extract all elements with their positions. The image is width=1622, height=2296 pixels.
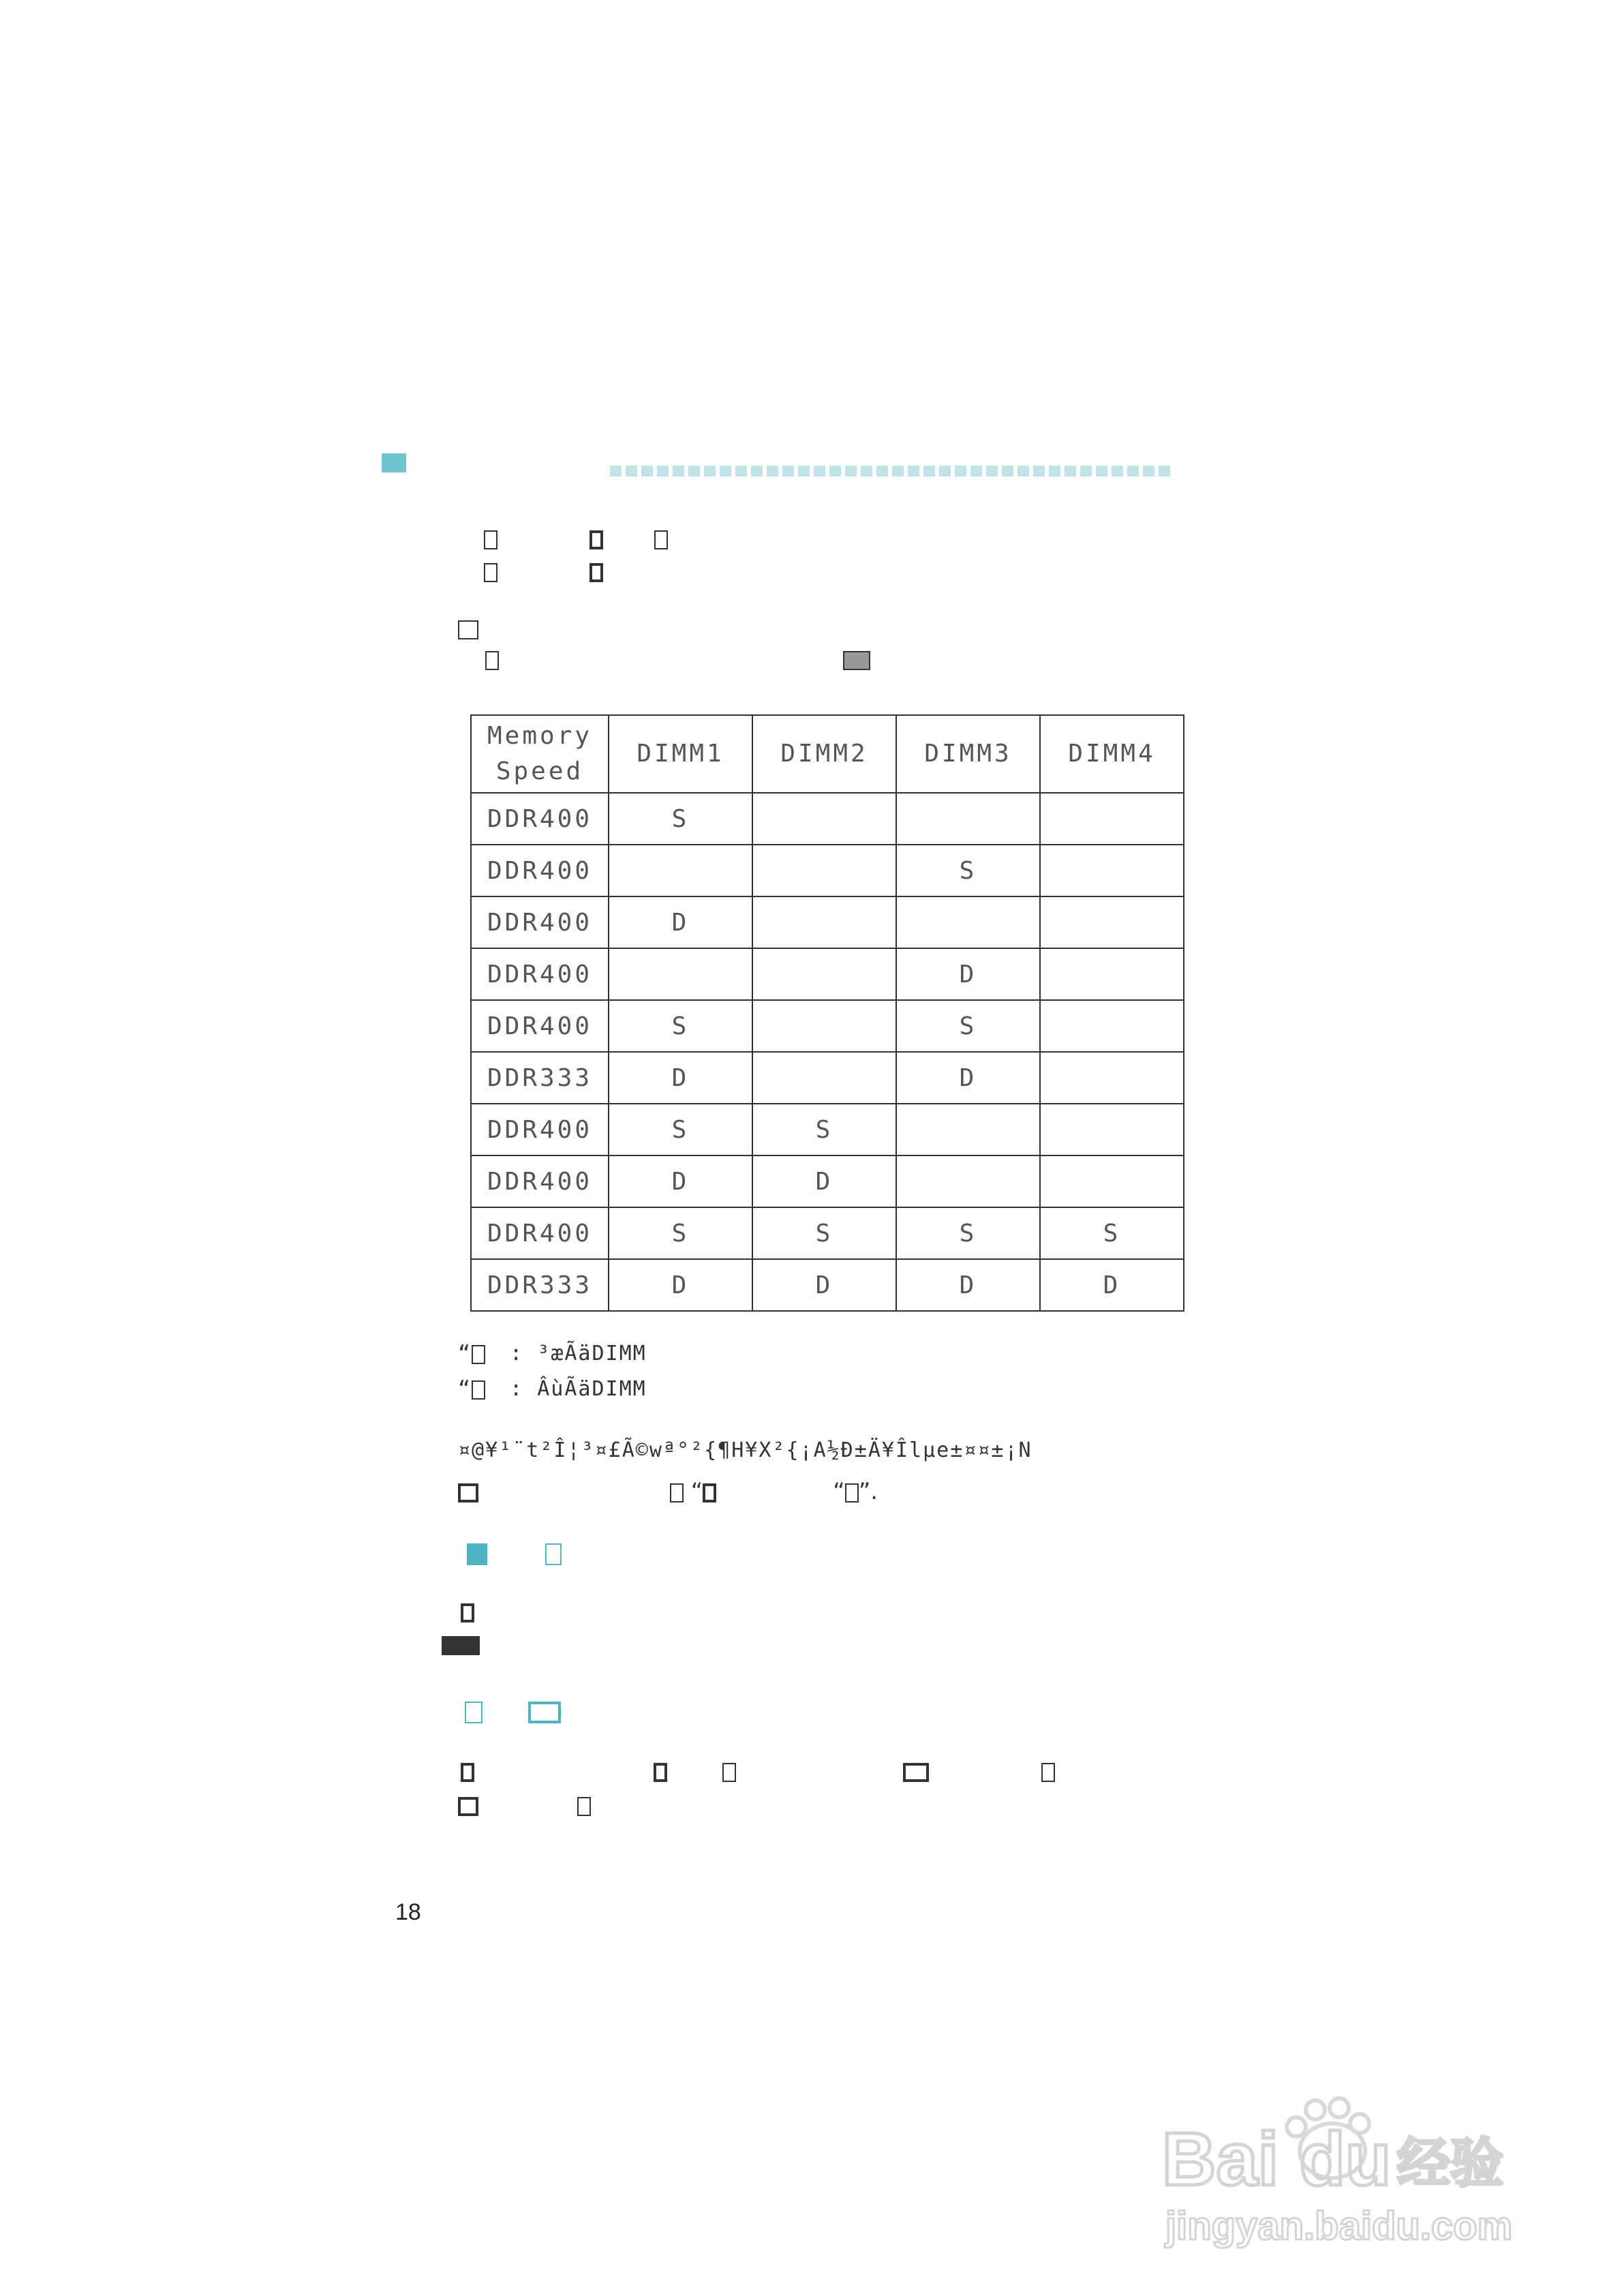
dimm-cell	[896, 1155, 1040, 1207]
header-dot	[610, 466, 622, 477]
header-dot	[923, 466, 935, 477]
memory-speed-cell: DDR400	[471, 1207, 609, 1259]
header-dotted-rule	[610, 466, 1170, 477]
quote-mark: “	[458, 1342, 472, 1365]
dimm-cell	[609, 845, 752, 896]
dimm-cell	[1040, 845, 1184, 896]
dimm-cell	[896, 793, 1040, 845]
dimm-cell: S	[896, 1000, 1040, 1052]
header-dot	[798, 466, 810, 477]
legend-double	[458, 1377, 647, 1401]
table-row	[471, 1207, 1184, 1259]
header-dot	[845, 466, 857, 477]
dimm-cell	[1040, 1000, 1184, 1052]
header-memory-speed: Memory Speed	[471, 715, 609, 793]
memory-speed-cell: DDR400	[471, 793, 609, 845]
glyph-box	[590, 530, 603, 549]
dimm-cell: S	[896, 1207, 1040, 1259]
glyph-box	[843, 651, 870, 670]
header-dot	[970, 466, 982, 477]
table-row	[471, 845, 1184, 896]
header-dimm2: DIMM2	[752, 715, 896, 793]
header-dot	[782, 466, 794, 477]
dimm-cell	[752, 845, 896, 896]
baidu-watermark	[1152, 2086, 1533, 2256]
dimm-cell: D	[609, 1052, 752, 1104]
glyph-box	[472, 1380, 485, 1400]
header-dot	[1096, 466, 1107, 477]
glyph-box	[485, 651, 499, 670]
table-row	[471, 793, 1184, 845]
header-dot	[688, 466, 700, 477]
glyph-box	[528, 1702, 561, 1723]
glyph-box	[458, 1797, 478, 1816]
header-dot	[1159, 466, 1170, 477]
header-dot	[767, 466, 778, 477]
note-line	[485, 651, 870, 670]
glyph-box	[442, 1636, 480, 1655]
glyph-box	[484, 530, 498, 549]
legend-single	[458, 1342, 647, 1365]
header-dot	[720, 466, 731, 477]
dimm-cell: D	[609, 1155, 752, 1207]
paragraph-line-2	[458, 1478, 878, 1505]
table-row	[471, 1155, 1184, 1207]
glyph-box	[1041, 1763, 1055, 1782]
header-dimm4: DIMM4	[1040, 715, 1184, 793]
header-dot	[892, 466, 904, 477]
table-row	[471, 1052, 1184, 1104]
table-row	[471, 948, 1184, 1000]
dimm-cell: D	[752, 1259, 896, 1311]
dimm-cell: D	[1040, 1259, 1184, 1311]
table-header-row	[471, 715, 1184, 793]
subsection-body-1b	[442, 1636, 480, 1655]
glyph-box	[465, 1702, 483, 1723]
glyph-box	[461, 1763, 474, 1782]
dimm-cell: S	[609, 793, 752, 845]
dimm-cell	[752, 1052, 896, 1104]
header-dot	[939, 466, 951, 477]
intro-line-2	[484, 563, 603, 582]
table-row	[471, 896, 1184, 948]
glyph-box	[670, 1483, 684, 1502]
header-dot	[1143, 466, 1154, 477]
legend-single-text: : ³æÃäDIMM	[510, 1342, 647, 1365]
header-dot	[657, 466, 669, 477]
intro-line-1	[484, 530, 668, 549]
memory-speed-cell: DDR400	[471, 1155, 609, 1207]
glyph-box	[545, 1543, 562, 1565]
dimm-cell	[752, 793, 896, 845]
dimm-cell	[1040, 1052, 1184, 1104]
glyph-box	[458, 1483, 478, 1502]
dimm-cell: S	[752, 1104, 896, 1155]
memory-speed-cell: DDR400	[471, 1104, 609, 1155]
dimm-cell: D	[896, 948, 1040, 1000]
header-dot	[1002, 466, 1013, 477]
memory-speed-cell: DDR400	[471, 948, 609, 1000]
page-number: 18	[395, 1899, 421, 1925]
subsection-body-2a	[461, 1763, 1055, 1782]
memory-speed-cell: DDR333	[471, 1052, 609, 1104]
dimm-cell: S	[609, 1207, 752, 1259]
garbled-paragraph: ¤@¥¹¨t²Î¦³¤£Ã©wª°²{¶H¥X²{¡A½Ð±Ä¥Îlµe±¤¤±¡N	[458, 1438, 1032, 1462]
dimm-cell: S	[609, 1104, 752, 1155]
glyph-box	[903, 1763, 929, 1782]
header-dot	[1080, 466, 1092, 477]
header-dot	[626, 466, 637, 477]
memory-speed-cell: DDR400	[471, 845, 609, 896]
glyph-box	[590, 563, 603, 582]
memory-speed-cell: DDR333	[471, 1259, 609, 1311]
dimm-cell	[752, 948, 896, 1000]
quote-mark: “	[458, 1377, 472, 1401]
dimm-cell	[1040, 1155, 1184, 1207]
watermark-cn: 经验	[1397, 2133, 1504, 2194]
quote-mark: “	[833, 1478, 845, 1505]
glyph-box	[467, 1543, 487, 1565]
quote-mark: “	[690, 1478, 703, 1505]
dimm-cell: D	[896, 1259, 1040, 1311]
header-dot	[1112, 466, 1123, 477]
subsection-heading-1	[467, 1543, 562, 1565]
glyph-box	[722, 1763, 736, 1782]
subsection-heading-2	[465, 1702, 561, 1723]
header-dot	[751, 466, 763, 477]
header-dot	[735, 466, 747, 477]
header-dot	[908, 466, 919, 477]
memory-speed-cell: DDR400	[471, 896, 609, 948]
watermark-url: jingyan.baidu.com	[1165, 2204, 1513, 2248]
note-marker	[458, 620, 478, 639]
header-dot	[955, 466, 966, 477]
dimm-cell	[609, 948, 752, 1000]
memory-speed-cell: DDR400	[471, 1000, 609, 1052]
dimm-cell: S	[752, 1207, 896, 1259]
header-dot	[814, 466, 825, 477]
legend-double-text: : ÂùÃäDIMM	[510, 1377, 647, 1401]
header-dot	[704, 466, 716, 477]
dimm-cell: D	[609, 1259, 752, 1311]
table-row	[471, 1104, 1184, 1155]
header-dot	[1049, 466, 1060, 477]
glyph-box	[461, 1603, 474, 1622]
dimm-cell	[896, 1104, 1040, 1155]
header-dot	[829, 466, 841, 477]
header-dot	[1033, 466, 1045, 477]
dimm-cell: D	[896, 1052, 1040, 1104]
subsection-body-1a	[461, 1603, 474, 1622]
dimm-cell: S	[896, 845, 1040, 896]
quote-mark: ”.	[858, 1478, 878, 1505]
dimm-cell	[752, 896, 896, 948]
header-dot	[673, 466, 684, 477]
header-dimm3: DIMM3	[896, 715, 1040, 793]
header-dot	[1017, 466, 1029, 477]
header-dot	[861, 466, 872, 477]
header-dot	[1065, 466, 1076, 477]
header-dimm1: DIMM1	[609, 715, 752, 793]
dimm-cell: S	[1040, 1207, 1184, 1259]
glyph-box	[703, 1483, 716, 1502]
glyph-box	[484, 563, 498, 582]
header-dot	[986, 466, 998, 477]
glyph-box	[458, 620, 478, 639]
memory-config-table	[470, 714, 1184, 1312]
dimm-cell	[1040, 896, 1184, 948]
section-marker	[382, 453, 406, 472]
dimm-cell: S	[609, 1000, 752, 1052]
glyph-box	[577, 1797, 591, 1816]
header-dot	[641, 466, 653, 477]
glyph-box	[845, 1483, 859, 1502]
table-row	[471, 1259, 1184, 1311]
glyph-box	[472, 1345, 485, 1364]
table-row	[471, 1000, 1184, 1052]
dimm-cell: D	[752, 1155, 896, 1207]
subsection-body-2b	[458, 1797, 591, 1816]
dimm-cell	[1040, 948, 1184, 1000]
glyph-box	[654, 1763, 667, 1782]
header-dot	[1127, 466, 1139, 477]
dimm-cell: D	[609, 896, 752, 948]
glyph-box	[654, 530, 668, 549]
header-dot	[876, 466, 888, 477]
dimm-cell	[1040, 793, 1184, 845]
watermark-brand: Bai du	[1162, 2117, 1392, 2201]
dimm-cell	[896, 896, 1040, 948]
dimm-cell	[752, 1000, 896, 1052]
dimm-cell	[1040, 1104, 1184, 1155]
